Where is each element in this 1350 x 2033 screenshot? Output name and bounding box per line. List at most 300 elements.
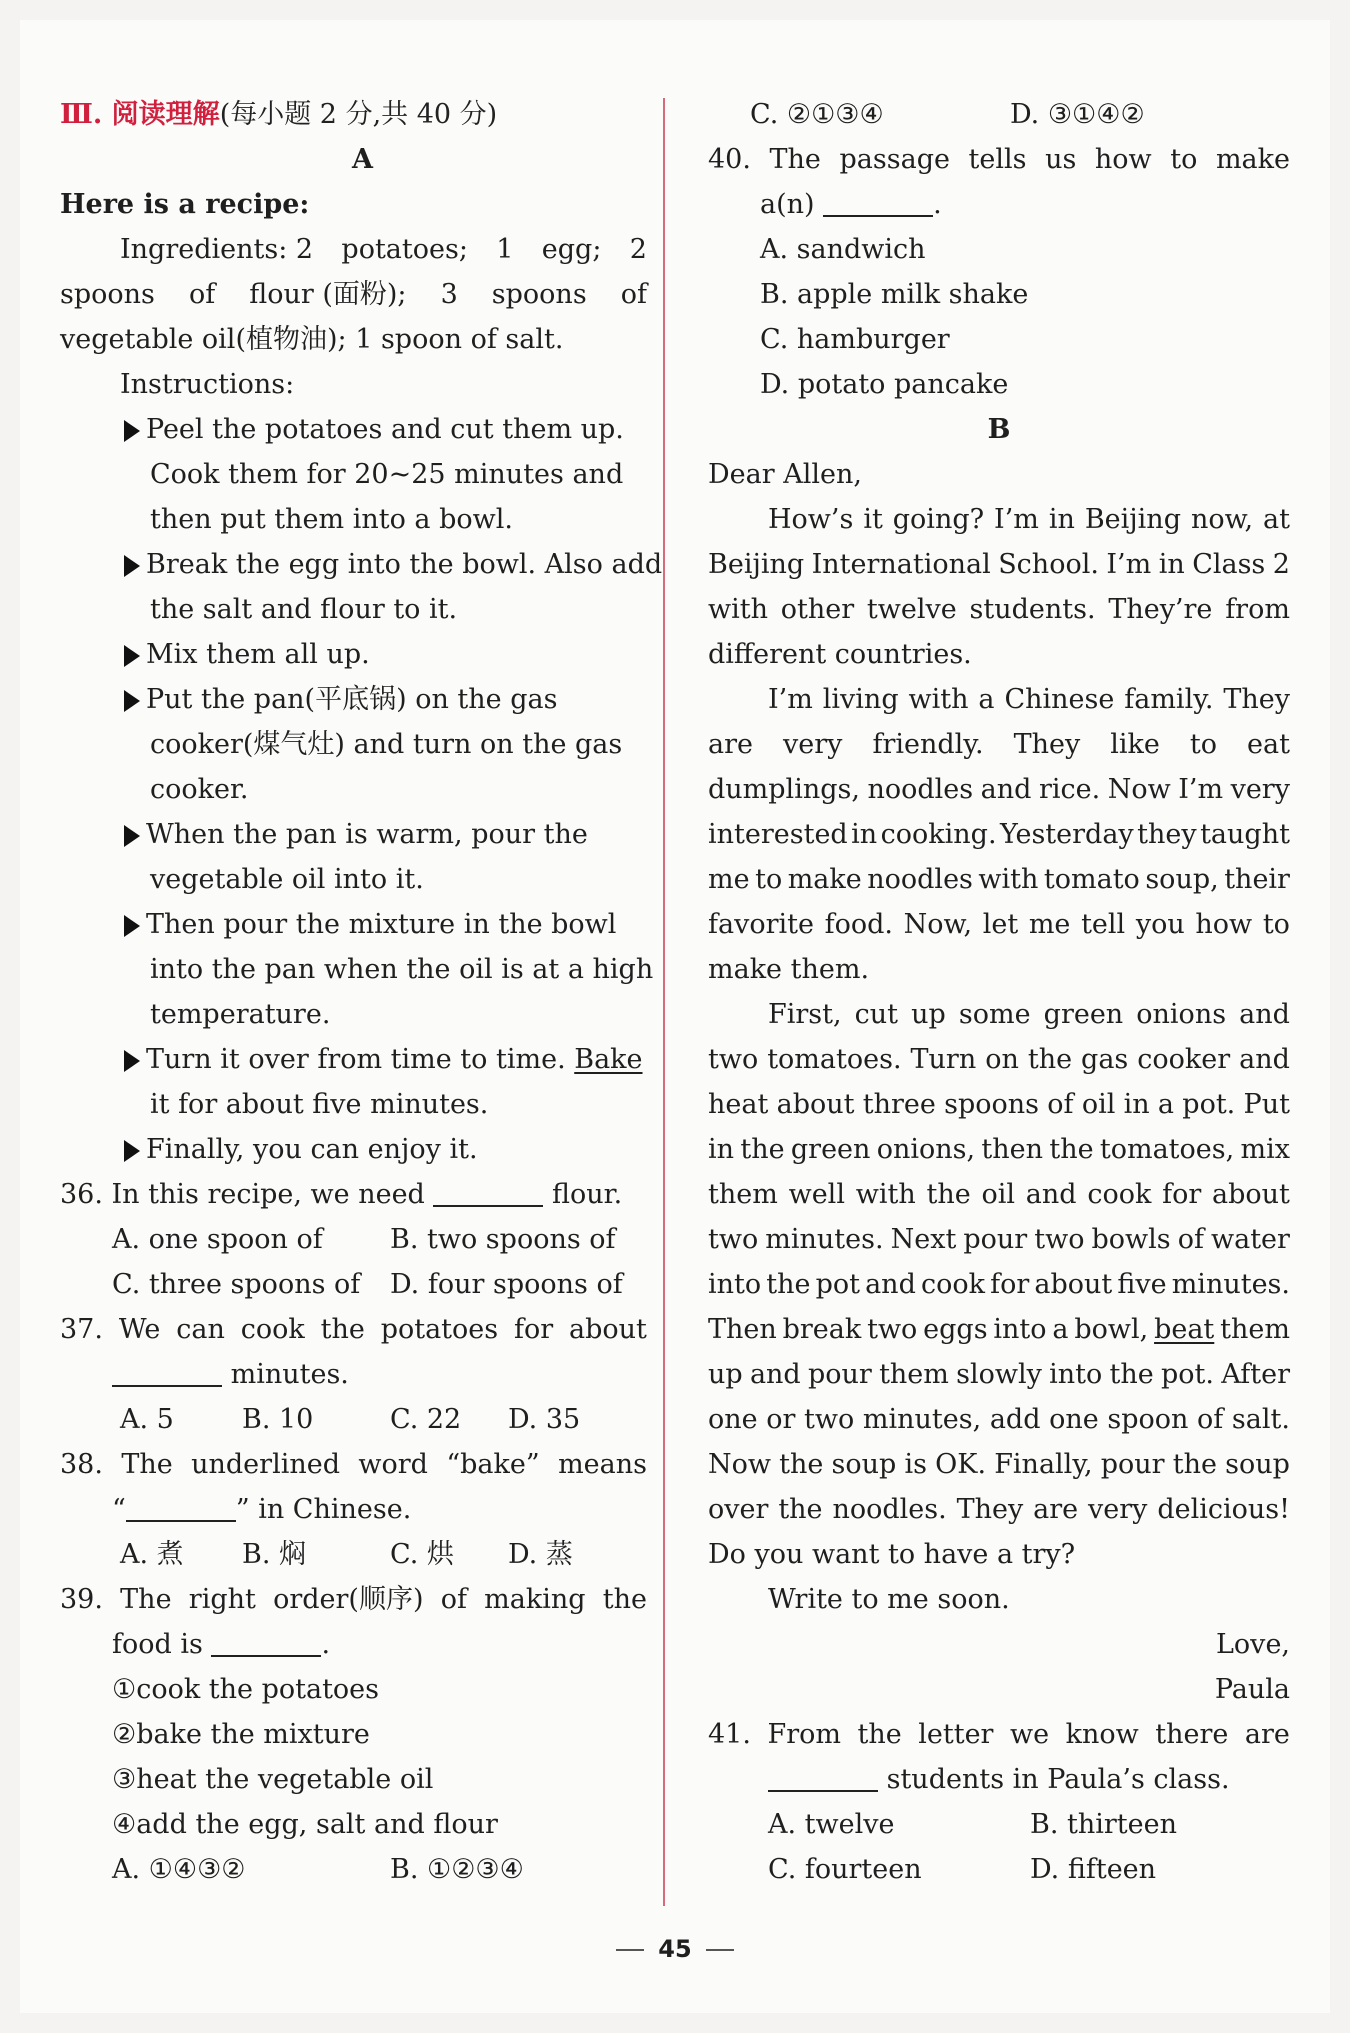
word: the: [926, 1179, 971, 1210]
word: oil: [1081, 1089, 1116, 1120]
word: eat: [1247, 729, 1290, 760]
word: up: [708, 1359, 743, 1390]
word: about: [569, 1314, 647, 1345]
word: We: [118, 1314, 161, 1345]
word: and: [865, 1269, 916, 1300]
letter-line: Do you want to have a try?: [708, 1539, 1076, 1570]
word: the: [778, 1494, 823, 1525]
word: dumplings,: [708, 774, 860, 805]
word: with: [908, 684, 969, 715]
word: 2: [629, 234, 647, 265]
step-7-line-1: Turn it over from time to time. Bake: [124, 1043, 643, 1077]
word: underlined: [191, 1449, 340, 1480]
word: make: [1215, 144, 1290, 175]
word: heat: [708, 1089, 769, 1120]
word: 38.: [60, 1449, 103, 1480]
word: there: [1155, 1719, 1229, 1750]
page-number: 45: [20, 1935, 1330, 1963]
word: From: [767, 1719, 841, 1750]
step-6-line-1: Then pour the mixture in the bowl: [124, 908, 616, 942]
word: passage: [839, 144, 950, 175]
word: two: [708, 1224, 759, 1255]
word: and: [749, 1359, 801, 1390]
step-1-line-2: Cook them for 20~25 minutes and: [150, 459, 624, 490]
q39-item-1: ①cook the potatoes: [112, 1674, 380, 1705]
word: pour: [1100, 1449, 1165, 1480]
word: minutes.: [765, 1224, 884, 1255]
word: delicious!: [1157, 1494, 1290, 1525]
word: and: [1239, 1044, 1290, 1075]
word: water: [1211, 1224, 1290, 1255]
question-36: 36. In this recipe, we need flour.: [60, 1179, 623, 1210]
word: Yesterday: [1000, 819, 1134, 850]
step-6-line-2: into the pan when the oil is at a high: [150, 954, 654, 985]
word: Beijing: [708, 549, 805, 580]
word: right: [188, 1584, 256, 1615]
word: salt.: [1231, 1404, 1290, 1435]
word: spoon: [1107, 1404, 1189, 1435]
word: into: [1049, 1359, 1103, 1390]
q40-option-c: C. hamburger: [760, 324, 950, 355]
question-40-line-1: [708, 143, 1290, 177]
step-6-line-3: temperature.: [150, 999, 331, 1030]
word: about: [1212, 1179, 1290, 1210]
q38-option-d: D. 蒸: [508, 1539, 573, 1570]
question-39-line-1: [60, 1583, 647, 1617]
q37-option-b: B. 10: [242, 1404, 314, 1435]
q39-item-3: ③heat the vegetable oil: [112, 1764, 434, 1795]
letter-line: [708, 593, 1290, 627]
word: the: [602, 1584, 647, 1615]
q38-option-c: C. 烘: [390, 1539, 454, 1570]
letter-line: [768, 683, 1290, 717]
word: I’m: [994, 504, 1039, 535]
bullet-triangle-icon: [124, 1140, 140, 1162]
word: pot.: [1161, 1359, 1214, 1390]
word: interested: [708, 819, 848, 850]
word: School.: [998, 549, 1099, 580]
word: spoons: [944, 1089, 1040, 1120]
letter-line: [708, 1493, 1290, 1527]
question-40-line-2: a(n) .: [760, 189, 942, 220]
q39-option-d: D. ③①④②: [1010, 99, 1145, 130]
word: and: [980, 774, 1032, 805]
word: pour: [807, 1359, 872, 1390]
step-5-line-1: When the pan is warm, pour the: [124, 818, 588, 852]
question-41-line-1: [708, 1718, 1290, 1752]
letter-line: [708, 1223, 1290, 1257]
step-4-line-3: cooker.: [150, 774, 249, 805]
bullet-triangle-icon: [124, 690, 140, 712]
letter-signature: Paula: [1214, 1674, 1290, 1705]
word: cut: [854, 999, 899, 1030]
letter-line: [708, 1313, 1290, 1347]
word: a: [1157, 1089, 1175, 1120]
q39-item-2: ②bake the mixture: [112, 1719, 370, 1750]
word: potatoes: [380, 1314, 499, 1345]
step-2-line-1: Break the egg into the bowl. Also add: [124, 548, 662, 582]
q38-option-b: B. 焖: [242, 1539, 307, 1570]
word: very: [783, 729, 843, 760]
q37-option-a: A. 5: [120, 1404, 174, 1435]
word: let: [982, 909, 1019, 940]
word: slowly: [956, 1359, 1042, 1390]
letter-line: [708, 728, 1290, 762]
word: International: [811, 549, 991, 580]
word: Turn: [910, 1044, 977, 1075]
word: 1: [496, 234, 514, 265]
word: I’m: [768, 684, 813, 715]
word: break: [782, 1314, 862, 1345]
word: word: [358, 1449, 428, 1480]
letter-line: [768, 998, 1290, 1032]
answer-blank: [112, 1359, 222, 1387]
letter-line: [708, 1403, 1290, 1437]
letter-line: [708, 818, 1290, 852]
bullet-triangle-icon: [124, 420, 140, 442]
word: of: [1177, 1224, 1204, 1255]
word: their: [1224, 864, 1290, 895]
step-8: Finally, you can enjoy it.: [124, 1133, 478, 1167]
word: up: [911, 999, 946, 1030]
word: After: [1221, 1359, 1290, 1390]
word: us: [1045, 144, 1077, 175]
word: friendly.: [872, 729, 984, 760]
word: for: [514, 1314, 554, 1345]
word: and: [1025, 1179, 1077, 1210]
ingredients-line-1: [120, 233, 647, 267]
word: then: [981, 1134, 1044, 1165]
column-divider: [663, 98, 665, 1906]
letter-line: [708, 1268, 1290, 1302]
word: minutes,: [862, 1404, 982, 1435]
underlined-word-bake: Bake: [574, 1044, 643, 1075]
word: with: [978, 864, 1039, 895]
word: The: [120, 1584, 172, 1615]
q41-option-a: A. twelve: [768, 1809, 895, 1840]
word: in: [1048, 504, 1075, 535]
question-41-line-2: students in Paula’s class.: [768, 1763, 1230, 1797]
word: They: [956, 1494, 1024, 1525]
word: the: [1049, 1134, 1094, 1165]
question-39-line-2: food is .: [112, 1629, 331, 1660]
step-1-line-1: Peel the potatoes and cut them up.: [124, 413, 647, 447]
word: tomato: [1043, 864, 1140, 895]
word: in: [708, 1134, 735, 1165]
part-b-label: B: [987, 414, 1011, 445]
word: to: [1262, 909, 1290, 940]
word: on: [985, 1044, 1019, 1075]
word: potatoes;: [341, 234, 468, 265]
word: 40.: [708, 144, 751, 175]
word: eggs: [923, 1314, 988, 1345]
letter-greeting: Dear Allen,: [708, 459, 862, 490]
word: minutes.: [1171, 1269, 1290, 1300]
word: two: [1034, 1224, 1085, 1255]
word: Class: [1192, 549, 1266, 580]
word: to: [755, 864, 783, 895]
letter-line: [708, 1133, 1290, 1167]
question-37-line-1: [60, 1313, 647, 1347]
word: means: [558, 1449, 647, 1480]
word: students.: [969, 594, 1096, 625]
word: Then: [708, 1314, 777, 1345]
word: the: [779, 1449, 824, 1480]
step-5-line-2: vegetable oil into it.: [150, 864, 424, 895]
q41-option-c: C. fourteen: [768, 1854, 922, 1885]
word: in: [851, 819, 878, 850]
section-heading: [60, 98, 497, 132]
bullet-triangle-icon: [124, 825, 140, 847]
word: are: [1244, 1719, 1290, 1750]
word: cook: [920, 1269, 985, 1300]
letter-love: Love,: [1216, 1629, 1290, 1660]
word: 39.: [60, 1584, 103, 1615]
word: spoons: [491, 279, 587, 310]
word: now,: [1190, 504, 1254, 535]
question-38-line-2: “ ” in Chinese.: [112, 1494, 412, 1525]
word: very: [1230, 774, 1290, 805]
ingredients-line-2: [60, 278, 647, 312]
word: letter: [918, 1719, 994, 1750]
word: First,: [768, 999, 842, 1030]
word: family.: [1124, 684, 1214, 715]
word: tomatoes,: [1099, 1134, 1235, 1165]
word: into: [993, 1314, 1047, 1345]
word: five: [1117, 1269, 1167, 1300]
word: of: [188, 279, 216, 310]
word: food.: [824, 909, 894, 940]
letter-line: different countries.: [708, 639, 972, 670]
letter-closing: Write to me soon.: [768, 1584, 1010, 1615]
letter-line: [768, 503, 1290, 537]
word: cook: [240, 1314, 305, 1345]
word: onions,: [876, 1134, 976, 1165]
word: they: [1137, 819, 1197, 850]
word: the: [1109, 1359, 1154, 1390]
word: know: [1065, 1719, 1139, 1750]
letter-line: [708, 1358, 1290, 1392]
word: is: [904, 1449, 927, 1480]
word: about: [776, 1089, 855, 1120]
word: two: [867, 1314, 918, 1345]
word: The: [121, 1449, 173, 1480]
word: pot.: [1182, 1089, 1236, 1120]
word: to: [1170, 144, 1198, 175]
q39-option-c: C. ②①③④: [750, 99, 884, 130]
word: of: [620, 279, 647, 310]
question-38-line-1: [60, 1448, 647, 1482]
word: it: [863, 504, 883, 535]
word: the: [766, 1269, 811, 1300]
q39-option-b: B. ①②③④: [390, 1854, 524, 1885]
q36-option-d: D. four spoons of: [390, 1269, 623, 1300]
letter-line: [708, 773, 1290, 807]
step-2-line-2: the salt and flour to it.: [150, 594, 458, 625]
word: you: [1135, 909, 1185, 940]
word: one: [708, 1404, 758, 1435]
word: I’m: [1106, 549, 1152, 580]
part-a-label: A: [352, 144, 373, 175]
bullet-triangle-icon: [124, 645, 140, 667]
word: other: [780, 594, 855, 625]
word: 41.: [708, 1719, 751, 1750]
workbook-page: [20, 20, 1330, 2013]
word: three: [862, 1089, 936, 1120]
word: or: [766, 1404, 796, 1435]
word: one: [1049, 1404, 1099, 1435]
ingredients-line-3: vegetable oil(植物油); 1 spoon of salt.: [60, 324, 564, 355]
instructions-label: Instructions:: [120, 369, 295, 400]
word: like: [1110, 729, 1160, 760]
answer-blank: [823, 189, 933, 217]
word: me: [1028, 909, 1071, 940]
word: with: [855, 1179, 916, 1210]
word: They’re: [1108, 594, 1213, 625]
word: two: [708, 1044, 759, 1075]
word: cook: [1087, 1179, 1152, 1210]
letter-line: make them.: [708, 954, 870, 985]
word: Chinese: [1004, 684, 1115, 715]
word: Put: [1243, 1089, 1290, 1120]
letter-line: [708, 863, 1290, 897]
letter-line: [708, 908, 1290, 942]
word: Finally,: [994, 1449, 1093, 1480]
word: tomatoes.: [767, 1044, 902, 1075]
q40-option-a: A. sandwich: [760, 234, 926, 265]
word: favorite: [708, 909, 814, 940]
q37-option-c: C. 22: [390, 1404, 462, 1435]
word: spoons: [60, 279, 155, 310]
word: noodles: [867, 864, 973, 895]
word: Now: [708, 1449, 771, 1480]
q39-option-a: A. ①④③②: [112, 1854, 246, 1885]
word: are: [708, 729, 753, 760]
word: to: [1189, 729, 1217, 760]
word: cooker: [1137, 1044, 1231, 1075]
word: green: [1043, 999, 1124, 1030]
word: bowl,: [1074, 1314, 1149, 1345]
word: noodles.: [832, 1494, 947, 1525]
word: “bake”: [446, 1449, 540, 1480]
bullet-triangle-icon: [124, 555, 140, 577]
word: and: [1239, 999, 1290, 1030]
word: the: [320, 1314, 365, 1345]
word: Now: [1107, 774, 1171, 805]
recipe-heading: Here is a recipe:: [60, 189, 310, 220]
word: making: [484, 1584, 586, 1615]
word: pour: [963, 1224, 1028, 1255]
word: of: [1197, 1404, 1224, 1435]
word: 2: [1272, 549, 1290, 580]
word: Beijing: [1084, 504, 1181, 535]
dash-decoration: [706, 1949, 734, 1951]
answer-blank: [211, 1629, 321, 1657]
word: the: [857, 1719, 902, 1750]
word: add: [989, 1404, 1041, 1435]
word: 3: [440, 279, 458, 310]
word: at: [1263, 504, 1290, 535]
question-37-line-2: minutes.: [112, 1358, 349, 1392]
word: well: [788, 1179, 845, 1210]
step-4-line-1: Put the pan(平底锅) on the gas: [124, 683, 557, 717]
word: a: [1052, 1314, 1069, 1345]
word: the: [1172, 1449, 1217, 1480]
word: in: [1158, 549, 1185, 580]
word: can: [176, 1314, 225, 1345]
q36-option-c: C. three spoons of: [112, 1269, 361, 1300]
q36-option-a: A. one spoon of: [112, 1224, 323, 1255]
word: The: [769, 144, 821, 175]
word: we: [1010, 1719, 1050, 1750]
word: flour (面粉);: [249, 279, 407, 310]
word: order(顺序): [273, 1584, 424, 1615]
word: over: [708, 1494, 769, 1525]
bullet-triangle-icon: [124, 1050, 140, 1072]
word: with: [708, 594, 768, 625]
word: of: [1047, 1089, 1074, 1120]
word: how: [1195, 909, 1253, 940]
q41-option-b: B. thirteen: [1030, 1809, 1177, 1840]
word: tells: [968, 144, 1027, 175]
word: them: [708, 1179, 778, 1210]
word: a: [978, 684, 995, 715]
word: from: [1225, 594, 1290, 625]
word: OK.: [935, 1449, 987, 1480]
word: very: [1088, 1494, 1148, 1525]
letter-line: [708, 1088, 1290, 1122]
word: tell: [1081, 909, 1126, 940]
word: soup,: [1145, 864, 1219, 895]
word: bowls: [1091, 1224, 1171, 1255]
word: soup: [1225, 1449, 1290, 1480]
word: mix: [1240, 1134, 1290, 1165]
word: rice.: [1038, 774, 1101, 805]
word: for: [1162, 1179, 1202, 1210]
word: them: [879, 1359, 949, 1390]
word: taught: [1200, 819, 1290, 850]
q40-option-b: B. apple milk shake: [760, 279, 1029, 310]
section-title: Ⅲ. 阅读理解: [60, 99, 220, 130]
letter-line: [708, 1043, 1290, 1077]
word: soup: [831, 1449, 897, 1480]
word: some: [958, 999, 1031, 1030]
word: how: [1094, 144, 1152, 175]
bullet-triangle-icon: [124, 915, 140, 937]
word: me: [708, 864, 750, 895]
q41-option-d: D. fifteen: [1030, 1854, 1157, 1885]
word: noodles: [867, 774, 974, 805]
word: twelve: [866, 594, 957, 625]
word: pot: [815, 1269, 860, 1300]
word: cooking.: [880, 819, 997, 850]
letter-line: [708, 1178, 1290, 1212]
q36-option-b: B. two spoons of: [390, 1224, 616, 1255]
answer-blank: [433, 1179, 543, 1207]
word: green: [790, 1134, 871, 1165]
step-3: Mix them all up.: [124, 638, 370, 672]
word: them: [1220, 1314, 1290, 1345]
word: are: [1033, 1494, 1079, 1525]
word: living: [822, 684, 899, 715]
word: into: [708, 1269, 762, 1300]
word: gas: [1081, 1044, 1129, 1075]
word: the: [740, 1134, 785, 1165]
underlined-word-beat: beat: [1154, 1314, 1215, 1345]
section-note: (每小题 2 分,共 40 分): [219, 99, 498, 130]
word: How’s: [768, 504, 854, 535]
letter-line: [708, 1448, 1290, 1482]
